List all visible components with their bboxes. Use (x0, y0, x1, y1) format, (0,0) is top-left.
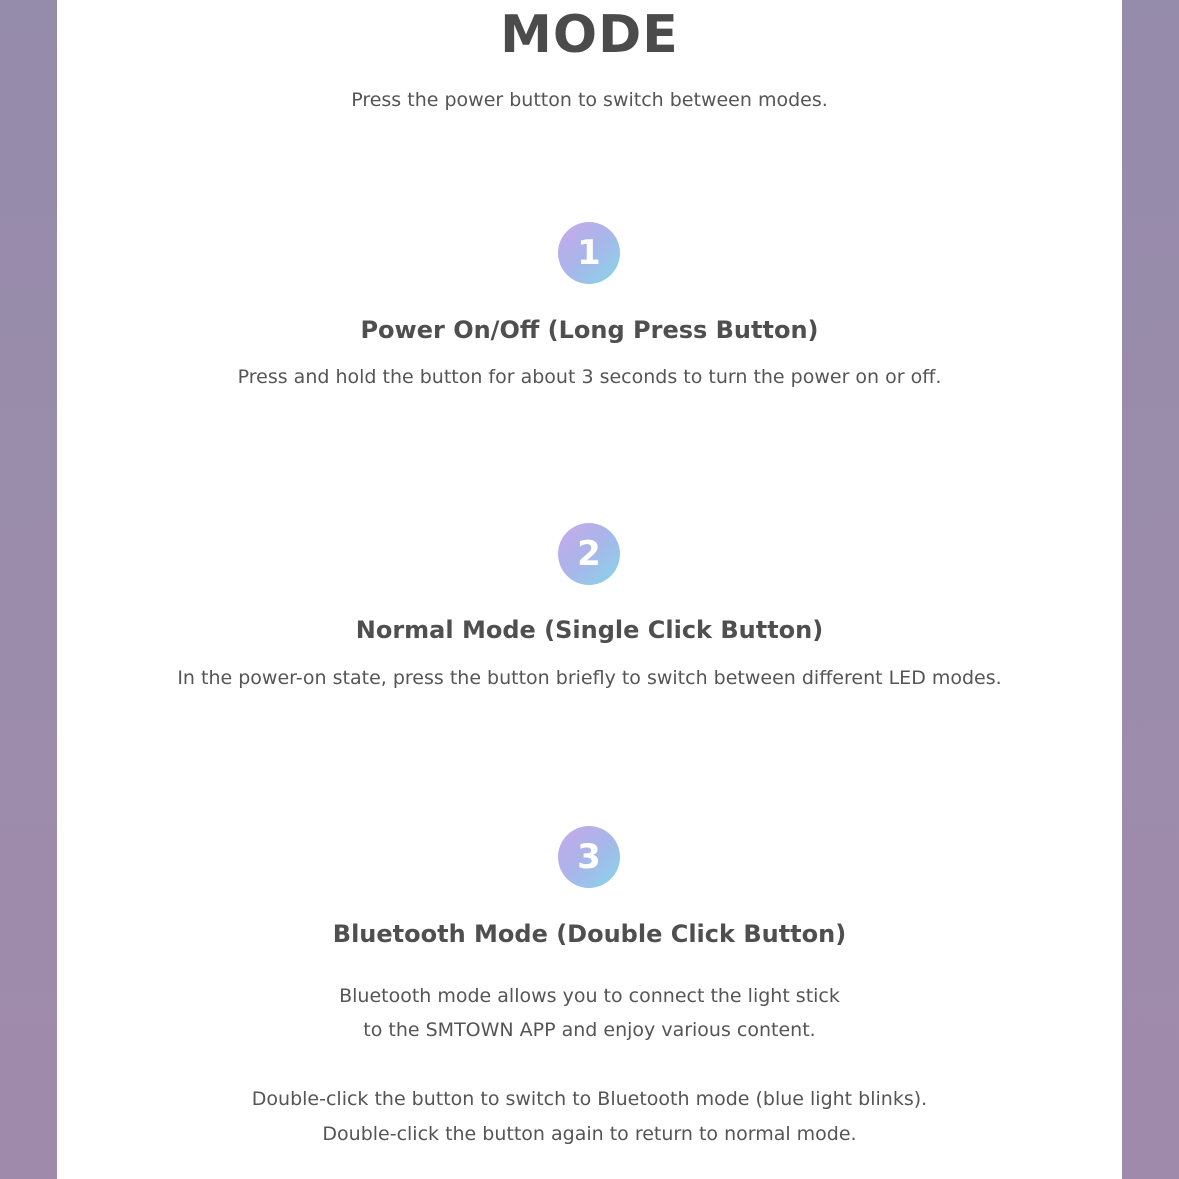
page-subtitle: Press the power button to switch between modes. (351, 89, 828, 111)
page-title: MODE (500, 5, 679, 65)
step-number-badge-2: 2 (558, 523, 620, 585)
step-heading-1: Power On/Off (Long Press Button) (360, 316, 819, 344)
step-heading-2: Normal Mode (Single Click Button) (355, 616, 824, 644)
step-description-3-line-2: to the SMTOWN APP and enjoy various content. (363, 1019, 816, 1041)
content-panel (57, 0, 1122, 1179)
step-description-3-line-1: Bluetooth mode allows you to connect the light stick (339, 985, 840, 1007)
step-number-badge-3: 3 (558, 826, 620, 888)
step-number-badge-1: 1 (558, 222, 620, 284)
step-description-3-line-3: Double-click the button to switch to Bluetooth mode (blue light blinks). (251, 1088, 928, 1110)
step-heading-3: Bluetooth Mode (Double Click Button) (332, 920, 847, 948)
step-description-2: In the power-on state, press the button briefly to switch between different LED modes. (177, 667, 1002, 689)
step-description-3-line-4: Double-click the button again to return to normal mode. (322, 1123, 857, 1145)
step-description-1: Press and hold the button for about 3 seconds to turn the power on or off. (237, 366, 942, 388)
